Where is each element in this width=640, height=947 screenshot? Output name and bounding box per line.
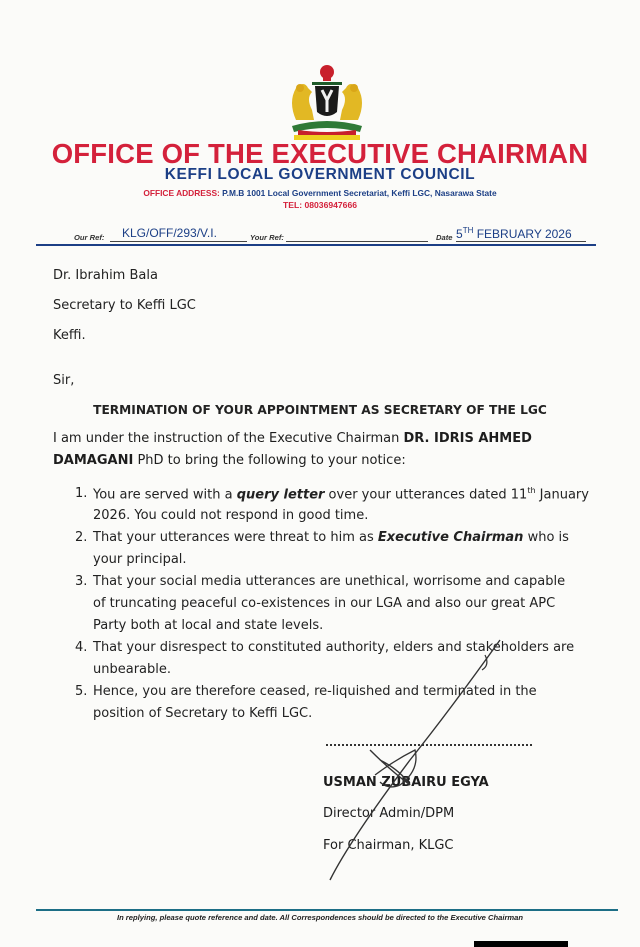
list-item: That your social media utterances are unethical, worrisome and capable <box>93 574 566 589</box>
your-ref-underline <box>286 241 428 242</box>
list-item-line: your principal. <box>93 552 187 567</box>
list-item-number: 1. <box>75 486 88 501</box>
council-name: KEFFI LOCAL GOVERNMENT COUNCIL <box>164 166 476 183</box>
our-ref-underline <box>110 241 247 242</box>
recipient-position: Secretary to Keffi LGC <box>53 298 196 313</box>
date-value: 5TH FEBRUARY 2026 <box>456 226 572 241</box>
list-item-line: unbearable. <box>93 662 171 677</box>
list-item-number: 3. <box>75 574 88 589</box>
footer-divider <box>36 909 618 911</box>
list-item-number: 4. <box>75 640 88 655</box>
list-item-line: Party both at local and state levels. <box>93 618 324 633</box>
list-item-number: 2. <box>75 530 88 545</box>
date-underline <box>456 241 586 242</box>
signatory-name: USMAN ZUBAIRU EGYA <box>323 775 489 790</box>
recipient-town: Keffi. <box>53 328 86 343</box>
intro-line-2: DAMAGANI PhD to bring the following to your notice: <box>53 453 406 468</box>
date-label: Date <box>436 233 453 242</box>
list-item: That your utterances were threat to him as Executive Chairman who is <box>93 530 569 545</box>
our-ref-value: KLG/OFF/293/V.I. <box>122 226 217 240</box>
letterhead-title: OFFICE OF THE EXECUTIVE CHAIRMAN <box>51 138 589 169</box>
header-divider <box>36 244 596 246</box>
list-item-number: 5. <box>75 684 88 699</box>
recipient-name: Dr. Ibrahim Bala <box>53 268 158 283</box>
salutation: Sir, <box>53 373 75 388</box>
intro-line-1: I am under the instruction of the Executive Chairman DR. IDRIS AHMED <box>53 431 532 446</box>
letter-subject: TERMINATION OF YOUR APPOINTMENT AS SECRETARY OF THE LGC <box>93 403 547 417</box>
handwritten-signature <box>300 610 630 900</box>
office-address-text: P.M.B 1001 Local Government Secretariat, Keffi LGC, Nasarawa State <box>219 188 497 198</box>
scan-edge-mark <box>474 941 568 947</box>
signatory-post: Director Admin/DPM <box>323 806 455 821</box>
footer-note: In replying, please quote reference and date. All Correspondences should be directed to the Executive Chairman <box>116 913 524 922</box>
list-item-line: of truncating peaceful co-existences in our LGA and also our great APC <box>93 596 556 611</box>
list-item-line: position of Secretary to Keffi LGC. <box>93 706 313 721</box>
list-item: That your disrespect to constituted authority, elders and stakeholders are <box>93 640 575 655</box>
reference-line <box>60 226 600 244</box>
our-ref-label: Our Ref: <box>74 233 105 242</box>
your-ref-label: Your Ref: <box>250 233 284 242</box>
list-item: Hence, you are therefore ceased, re-liquished and terminated in the <box>93 684 537 699</box>
office-address-label: OFFICE ADDRESS: <box>143 188 220 198</box>
office-address <box>0 188 640 198</box>
coat-of-arms-icon <box>282 62 372 140</box>
signatory-for: For Chairman, KLGC <box>323 838 454 853</box>
list-item-line: 2026. You could not respond in good time. <box>93 508 369 523</box>
list-item: You are served with a query letter over your utterances dated 11th January <box>93 486 589 503</box>
telephone: TEL: 08036947666 <box>282 200 358 210</box>
